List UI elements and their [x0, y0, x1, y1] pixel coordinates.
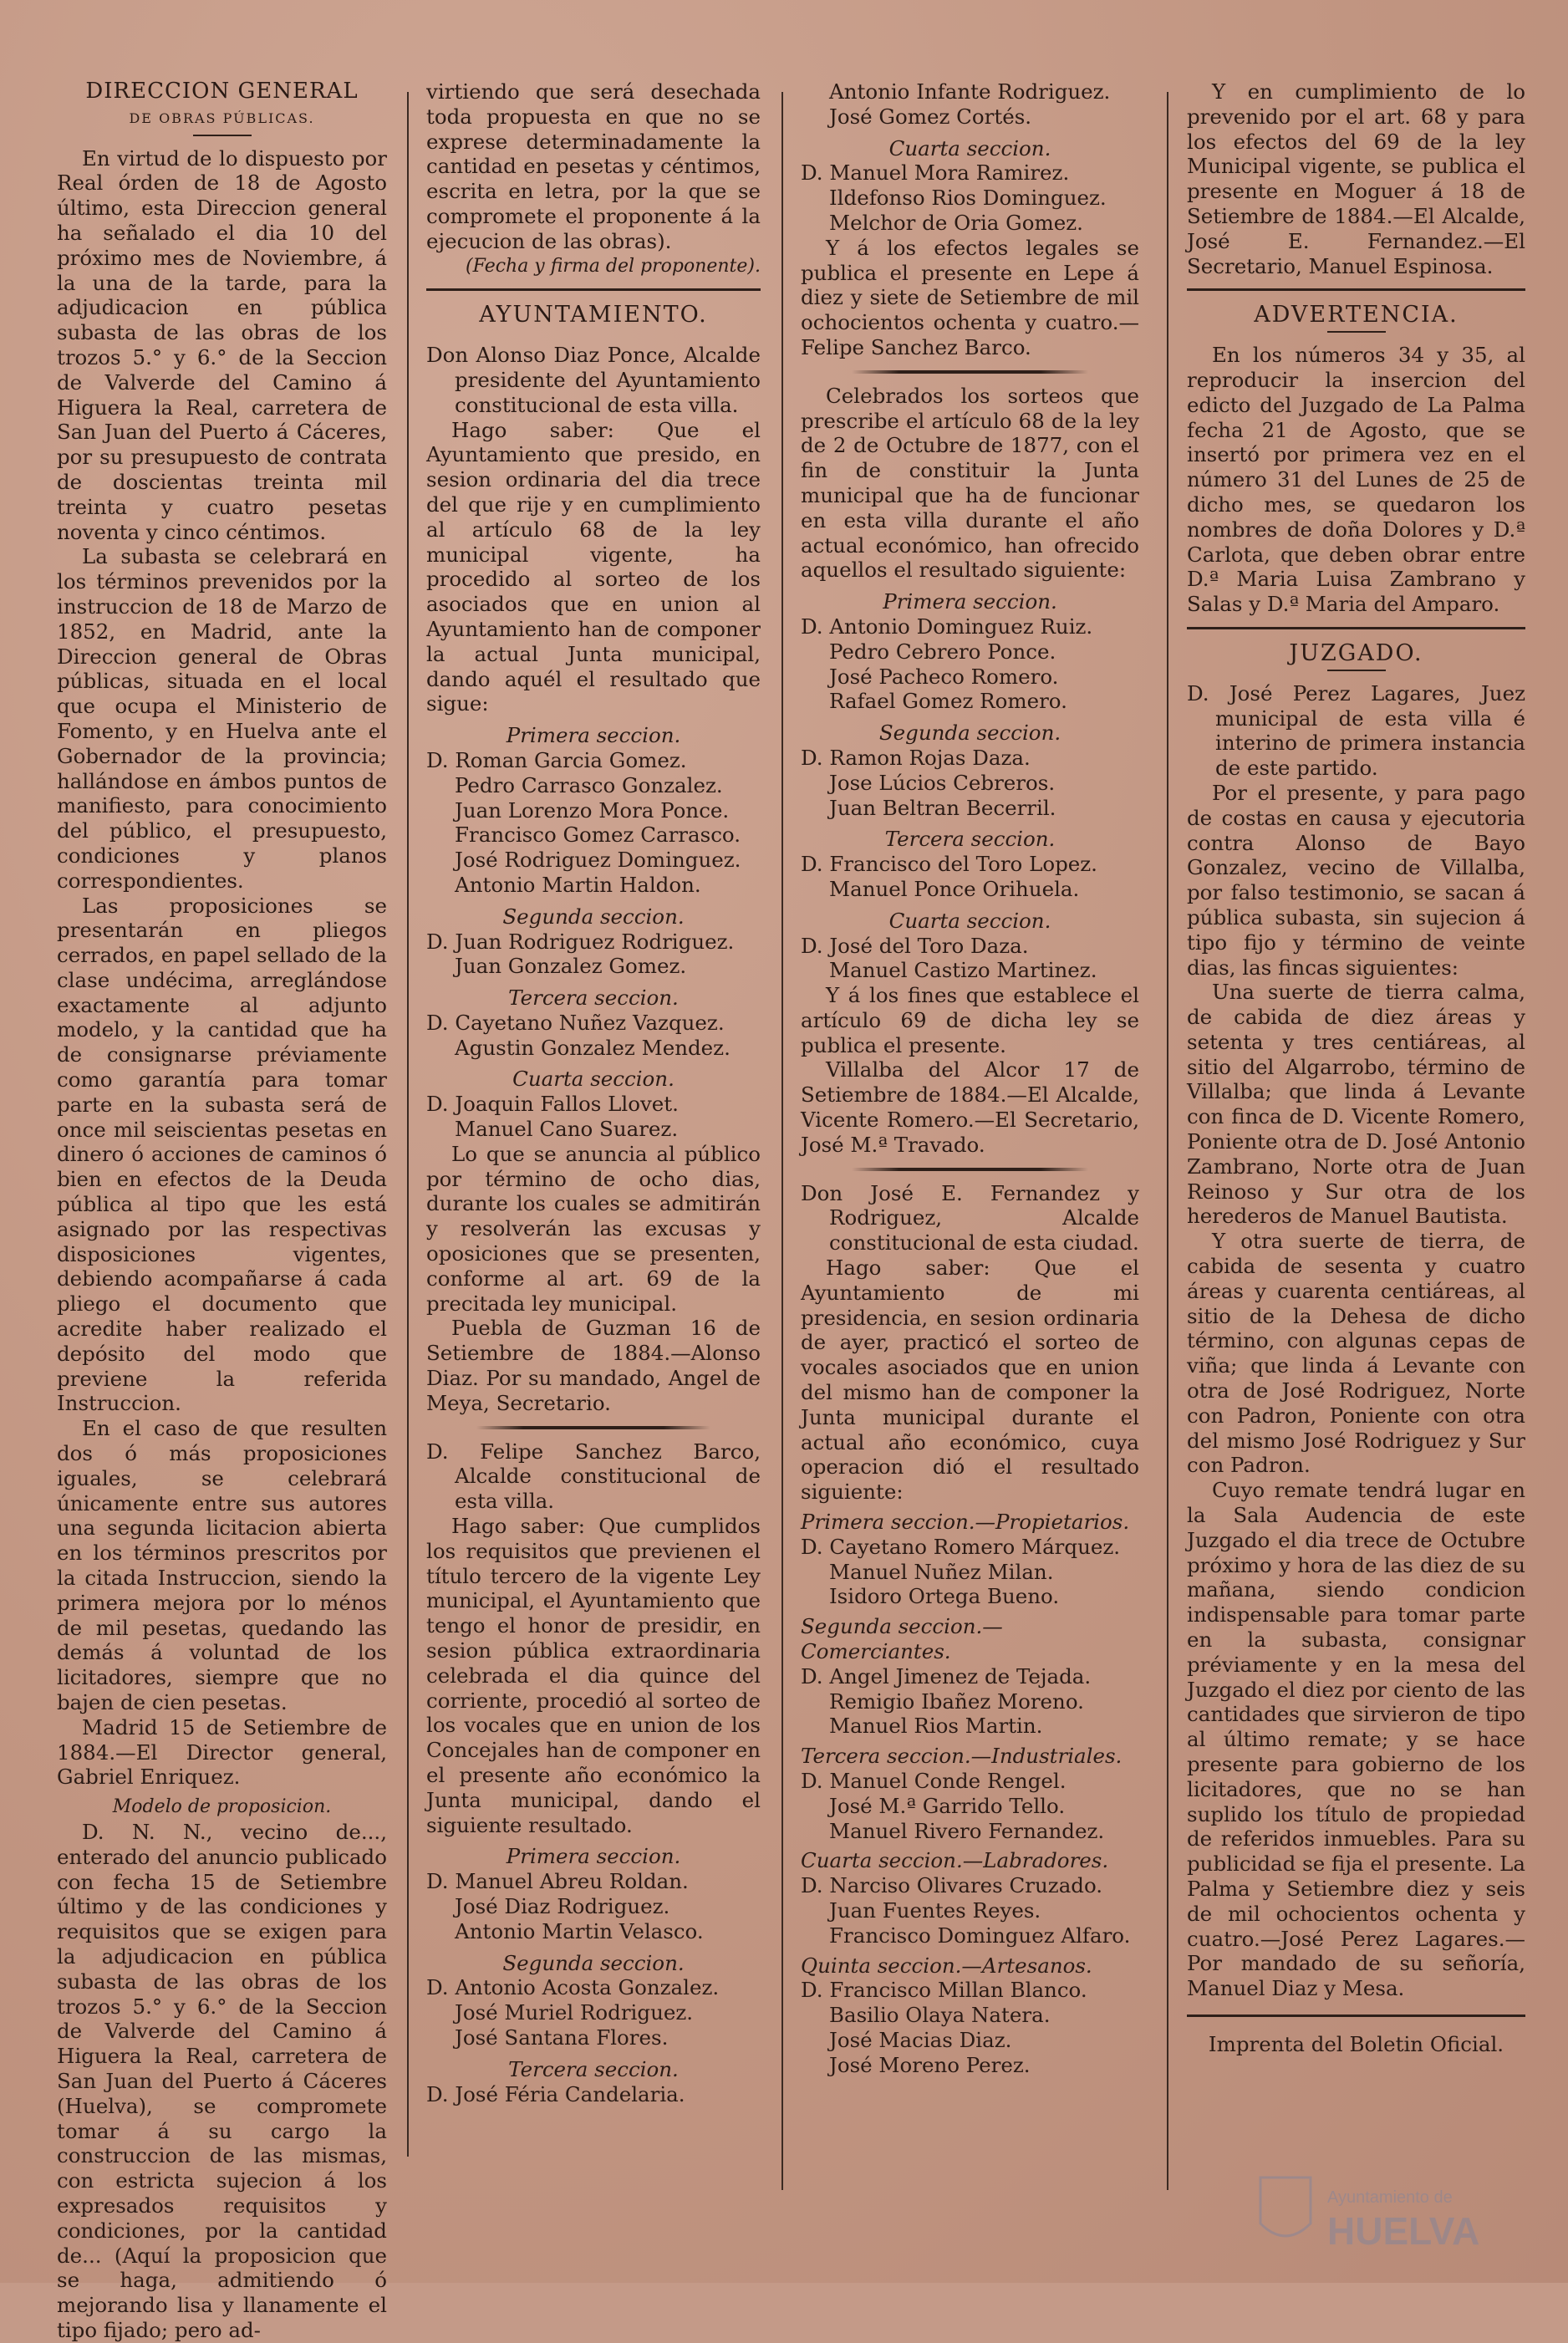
paragraph: Las proposiciones se presentarán en pliegos cerrados, en papel sellado de la clase undécima, arreglándose exactamente al adjunto modelo, y la cantidad que ha de consignarse préviamente como garantía para tomar parte en la subasta será de once mil seiscientas pesetas en dinero ó acciones de caminos ó bien en efectos de la Deuda pública al tipo que les está asignado por las respectivas disposiciones vigentes, debiendo acompañarse á cada pliego el documento que acredite haber realizado el depósito del modo que previene la referida Instruccion. — [57, 893, 387, 1416]
name-entry: D. Manuel Mora Ramirez. — [801, 160, 1070, 186]
section-title: Cuarta seccion. — [512, 1067, 675, 1092]
name-entry: Ildefonso Rios Dominguez. — [829, 186, 1107, 211]
paragraph: Y en cumplimiento de lo prevenido por el art. 68 y para los efectos del 69 de la ley Municipal vigente, se publica el presente en Moguer á 18 de Setiembre de 1884.—El Alcalde, José E. Fernandez.—El Secretario, Manuel Espinosa. — [1187, 79, 1525, 278]
name-entry: José Macias Diaz. — [829, 2027, 1012, 2052]
name-list — [801, 1535, 1139, 1609]
name-entry: D. Francisco del Toro Lopez. — [801, 852, 1097, 877]
name-entry: Juan Beltran Becerril. — [829, 795, 1056, 820]
divider — [193, 135, 252, 136]
name-entry: Antonio Infante Rodriguez. — [829, 79, 1111, 104]
column-3 — [801, 79, 1139, 2078]
model-title: Modelo de proposicion. — [112, 1796, 332, 1818]
paragraph: D. N. N., vecino de..., enterado del anuncio publicado con fecha 15 de Setiembre último y de las condiciones y requisitos que se exigen para la adjudicacion en pública subasta de las obras de los trozos 5.° y 6.° de la Seccion de Valverde del Camino á Higuera la Real, carretera de San Juan del Puerto á Cáceres (Huelva), se compromete tomar á su cargo la construccion de las mismas, con estricta sujecion á los expresados requisitos y condiciones, por la cantidad de... (Aquí la proposicion que se haga, admitiendo ó mejorando lisa y llanamente el tipo fijado; pero ad- — [57, 1819, 387, 2342]
paragraph: Por el presente, y para pago de costas en causa y ejecutoria contra Alonso de Bayo Gonzalez, vecino de Villalba, por falso testimonio, se sacan á pública subasta, sin sujecion á tipo fijo y término de veinte dias, las fincas siguientes: — [1187, 780, 1525, 980]
name-entry: Manuel Nuñez Milan. — [829, 1559, 1054, 1584]
name-entry: Juan Lorenzo Mora Ponce. — [455, 797, 730, 823]
paragraph: D. José Perez Lagares, Juez municipal de esta villa é interino de primera instancia de este partido. — [1187, 680, 1525, 781]
name-list — [426, 1011, 761, 1061]
paragraph: Hago saber: Que el Ayuntamiento que presido, en sesion ordinaria del dia trece del que rije y en cumplimiento al artículo 68 de la ley municipal vigente, ha procedido al sorteo de los asociados que en union al Ayuntamiento han de componer la actual Junta municipal, dando aquél el resultado que sigue: — [426, 417, 761, 716]
divider — [1187, 627, 1525, 629]
section-title: Tercera seccion. — [884, 827, 1056, 852]
name-list — [426, 1975, 761, 2050]
name-list — [801, 1978, 1139, 2077]
name-entry: Juan Fuentes Reyes. — [829, 1897, 1041, 1923]
divider — [852, 1168, 1089, 1171]
section-title: Primera seccion.—Propietarios. — [801, 1510, 1130, 1535]
name-entry: D. Narciso Olivares Cruzado. — [801, 1873, 1103, 1898]
column-rule — [781, 92, 783, 2190]
section-title: Primera seccion. — [506, 723, 681, 748]
column-1 — [57, 79, 387, 2343]
watermark-text: HUELVA — [1327, 2209, 1480, 2253]
name-list — [801, 1769, 1139, 1843]
name-entry: José Moreno Perez. — [829, 2052, 1031, 2077]
paragraph: Madrid 15 de Setiembre de 1884.—El Director general, Gabriel Enriquez. — [57, 1714, 387, 1790]
paragraph: Hago saber: Que el Ayuntamiento de mi presidencia, en sesion ordinaria de ayer, practicó el sorteo de vocales asociados que en union del mismo han de componer la Junta municipal durante el actual año económico, cuya operacion dió el resultado siguiente: — [801, 1256, 1139, 1505]
name-entry: José Diaz Rodriguez. — [455, 1893, 670, 1918]
archive-watermark — [1235, 2161, 1511, 2261]
imprint: Imprenta del Boletin Oficial. — [1208, 2031, 1504, 2056]
section-title: Segunda seccion. — [502, 904, 685, 929]
section-title: Cuarta seccion.—Labradores. — [801, 1848, 1109, 1873]
name-entry: Remigio Ibañez Moreno. — [829, 1688, 1084, 1714]
section-title: Segunda seccion. — [502, 1950, 685, 1975]
paragraph: virtiendo que será desechada toda propuesta en que no se exprese determinadamente la cantidad en pesetas y céntimos, escrita en letra, por la que se compromete el proponente á la ejecucion de las obras). — [426, 79, 761, 253]
paragraph: Don Alonso Diaz Ponce, Alcalde presidente del Ayuntamiento constitucional de esta villa. — [426, 343, 761, 417]
name-entry: D. Joaquin Fallos Llovet. — [426, 1092, 679, 1117]
paragraph: Una suerte de tierra calma, de cabida de diez áreas y setenta y tres centiáreas, al sitio del Algarrobo, término de Villalba; que linda á Levante con finca de D. Vicente Romero, Poniente otra de D. José Antonio Zambrano, Norte otra de Juan Reinoso y Sur otra de los herederos de Manuel Bautista. — [1187, 980, 1525, 1229]
paragraph: En los números 34 y 35, al reproducir la insercion del edicto del Juzgado de La Palma fecha 21 de Agosto, que se insertó por primera vez en el número 31 del Lunes de 25 de dicho mes, se quedaron los nombres de doña Dolores y D.ª Carlota, que deben obrar entre D.ª Maria Luisa Zambrano y Salas y D.ª Maria del Amparo. — [1187, 343, 1525, 617]
name-entry: D. Roman Garcia Gomez. — [426, 747, 687, 772]
name-list — [426, 930, 761, 980]
name-entry: Manuel Cano Suarez. — [455, 1117, 679, 1142]
name-entry: D. Antonio Acosta Gonzalez. — [426, 1975, 720, 2000]
name-entry: D. Manuel Conde Rengel. — [801, 1769, 1067, 1793]
section-title: Primera seccion. — [883, 589, 1057, 614]
section-title: Tercera seccion.—Industriales. — [801, 1744, 1123, 1769]
name-entry: D. Antonio Dominguez Ruiz. — [801, 614, 1093, 639]
divider — [476, 1426, 710, 1429]
section-heading: ADVERTENCIA. — [1254, 302, 1459, 329]
divider — [852, 370, 1089, 374]
section-subheading: DE OBRAS PÚBLICAS. — [129, 110, 315, 126]
name-list — [801, 1664, 1139, 1739]
name-entry: Rafael Gomez Romero. — [829, 689, 1067, 714]
section-title: Tercera seccion. — [508, 2056, 679, 2081]
section-title: Primera seccion. — [506, 1844, 681, 1869]
section-title: Tercera seccion. — [508, 986, 679, 1011]
name-entry: D. Manuel Abreu Roldan. — [426, 1869, 689, 1894]
name-entry: Manuel Rios Martin. — [829, 1714, 1043, 1739]
divider — [1327, 331, 1386, 333]
name-entry: D. Cayetano Nuñez Vazquez. — [426, 1010, 725, 1035]
watermark-subtext: Ayuntamiento de — [1327, 2188, 1453, 2207]
name-list — [426, 1869, 761, 1943]
name-entry: Francisco Dominguez Alfaro. — [829, 1923, 1131, 1948]
name-entry: Antonio Martin Haldon. — [455, 872, 701, 897]
name-entry: D. José del Toro Daza. — [801, 933, 1029, 958]
name-entry: Juan Gonzalez Gomez. — [455, 954, 687, 979]
paragraph: Lo que se anuncia al público por término de ocho dias, durante los cuales se admitirán y resolverán las excusas y oposiciones que se presenten, conforme al art. 69 de la precitada ley municipal. — [426, 1141, 761, 1316]
section-title: Quinta seccion.—Artesanos. — [801, 1953, 1092, 1978]
name-entry: D. Juan Rodriguez Rodriguez. — [426, 929, 735, 954]
name-list — [426, 2082, 761, 2107]
name-entry: Manuel Castizo Martinez. — [829, 958, 1097, 983]
name-entry: D. Ramon Rojas Daza. — [801, 745, 1031, 770]
name-entry: Manuel Rivero Fernandez. — [829, 1818, 1105, 1843]
name-list — [801, 79, 1139, 130]
name-entry: D. Francisco Millan Blanco. — [801, 1978, 1087, 2003]
name-entry: Agustin Gonzalez Mendez. — [455, 1035, 731, 1060]
name-list — [801, 852, 1139, 902]
name-entry: José Muriel Rodriguez. — [455, 2000, 694, 2025]
name-entry: Francisco Gomez Carrasco. — [455, 823, 741, 848]
paragraph: Villalba del Alcor 17 de Setiembre de 1884.—El Alcalde, Vicente Romero.—El Secretario, José M.ª Travado. — [801, 1057, 1139, 1157]
name-entry: D. Angel Jimenez de Tejada. — [801, 1663, 1092, 1688]
paragraph: En virtud de lo dispuesto por Real órden de 18 de Agosto último, esta Direccion general ha señalado el dia 10 del próximo mes de Noviembre, á la una de la tarde, para la adjudicacion en pública subasta de las obras de los trozos 5.° y 6.° de la Seccion de Valverde del Camino á Higuera la Real, carretera de San Juan del Puerto á Cáceres, por su presupuesto de contrata de doscientas treinta mil treinta y cuatro pesetas noventa y cinco céntimos. — [57, 145, 387, 544]
divider — [1327, 670, 1386, 671]
divider — [1187, 2014, 1525, 2017]
column-2 — [426, 79, 761, 2106]
column-rule — [1167, 92, 1168, 2190]
name-entry: José Pacheco Romero. — [829, 664, 1059, 689]
divider — [426, 288, 761, 291]
name-entry: José Rodriguez Dominguez. — [455, 848, 741, 873]
paragraph: Puebla de Guzman 16 de Setiembre de 1884.—Alonso Diaz. Por su mandado, Angel de Meya, Secretario. — [426, 1316, 761, 1415]
section-heading: JUZGADO. — [1289, 639, 1423, 666]
paragraph: D. Felipe Sanchez Barco, Alcalde constitucional de esta villa. — [426, 1439, 761, 1514]
section-title: Segunda seccion.—Comerciantes. — [801, 1614, 1003, 1664]
name-entry: Manuel Ponce Orihuela. — [829, 876, 1080, 901]
name-list — [801, 934, 1139, 984]
section-title: Cuarta seccion. — [888, 135, 1051, 160]
paragraph: Celebrados los sorteos que prescribe el artículo 68 de la ley de 2 de Octubre de 1877, con el fin de constituir la Junta municipal que ha de funcionar en esta villa durante el año actual económico, han ofrecido aquellos el resultado siguiente: — [801, 383, 1139, 583]
name-list — [801, 746, 1139, 820]
section-title: Cuarta seccion. — [888, 908, 1051, 933]
name-entry: Basilio Olaya Natera. — [829, 2003, 1051, 2028]
paragraph: Don José E. Fernandez y Rodriguez, Alcalde constitucional de esta ciudad. — [801, 1180, 1139, 1256]
name-entry: D. José Féria Candelaria. — [426, 2081, 685, 2106]
name-entry: Isidoro Ortega Bueno. — [829, 1584, 1060, 1609]
name-entry: D. Cayetano Romero Márquez. — [801, 1534, 1121, 1559]
name-entry: Melchor de Oria Gomez. — [829, 210, 1083, 235]
paragraph: Cuyo remate tendrá lugar en la Sala Audencia de este Juzgado el dia trece de Octubre próximo y hora de las diez de su mañana, siendo condicion indispensable para tomar parte en la subasta, consignar préviamente y en la mesa del Juzgado el diez por ciento de las cantidades que sirvieron de tipo al último remate; y se hace presente para gobierno de los licitadores, que no se han suplido los título de propiedad de referidos inmuebles. Para su publicidad se fija el presente. La Palma y Setiembre diez y seis de mil ochocientos ochenta y cuatro.—José Perez Lagares.—Por mandado de su señoría, Manuel Diaz y Mesa. — [1187, 1478, 1525, 2001]
name-entry: Jose Lúcios Cebreros. — [829, 770, 1056, 795]
name-entry: José Santana Flores. — [455, 2025, 669, 2050]
name-list — [426, 1092, 761, 1142]
paragraph: La subasta se celebrará en los términos prevenidos por la instruccion de 18 de Marzo de 1852, en Madrid, ante la Direccion general de Obras públicas, situada en el local que ocupa el Ministerio de Fomento, y en Huelva ante el Gobernador de la provincia; hallándose en ámbos puntos de manifiesto, para conocimiento del público, el presupuesto, condiciones y planos correspondientes. — [57, 544, 387, 893]
divider — [1187, 288, 1525, 291]
name-list — [801, 614, 1139, 714]
name-entry: Pedro Carrasco Gonzalez. — [455, 772, 723, 797]
name-list — [426, 748, 761, 898]
column-4 — [1187, 79, 1525, 2057]
section-heading: AYUNTAMIENTO. — [479, 302, 708, 329]
shield-icon — [1260, 2177, 1311, 2236]
section-heading: DIRECCION GENERAL — [85, 79, 359, 104]
name-entry: José Gomez Cortés. — [829, 104, 1032, 129]
name-entry: Antonio Martin Velasco. — [455, 1918, 704, 1943]
name-entry: José M.ª Garrido Tello. — [829, 1793, 1066, 1818]
paragraph: Y á los efectos legales se publica el presente en Lepe á diez y siete de Setiembre de mil ochocientos ochenta y cuatro.—Felipe Sanchez Barco. — [801, 235, 1139, 359]
column-rule — [407, 92, 409, 2157]
paragraph: Y otra suerte de tierra, de cabida de sesenta y cuatro áreas y cuarenta centiáreas, al sitio de la Dehesa de dicho término, con algunas cepas de viña; que linda á Levante con otra de José Rodriguez, Norte con Padron, Poniente con otra del mismo José Rodriguez y Sur con Padron. — [1187, 1229, 1525, 1478]
name-entry: Pedro Cebrero Ponce. — [829, 639, 1056, 664]
paragraph: Hago saber: Que cumplidos los requisitos que previenen el título tercero de la vigente Ley municipal, el Ayuntamiento que tengo el honor de presidir, en sesion pública extraordinaria celebrada el dia quince del corriente, procedió al sorteo de los vocales que en union de los Concejales han de componer en el presente año económico la Junta municipal, dando el siguiente resultado. — [426, 1514, 761, 1837]
name-list — [801, 160, 1139, 235]
section-title: Segunda seccion. — [878, 721, 1061, 746]
name-list — [801, 1873, 1139, 1948]
paragraph: Y á los fines que establece el artículo 69 de dicha ley se publica el presente. — [801, 983, 1139, 1057]
paragraph: En el caso de que resulten dos ó más proposiciones iguales, se celebrará únicamente entre sus autores una segunda licitacion abierta en los términos prescritos por la citada Instruccion, siendo la primera mejora por lo ménos de mil pesetas, quedando las demás á voluntad de los licitadores, siempre que no bajen de cien pesetas. — [57, 1416, 387, 1714]
signature-line: (Fecha y firma del proponente). — [466, 255, 761, 277]
